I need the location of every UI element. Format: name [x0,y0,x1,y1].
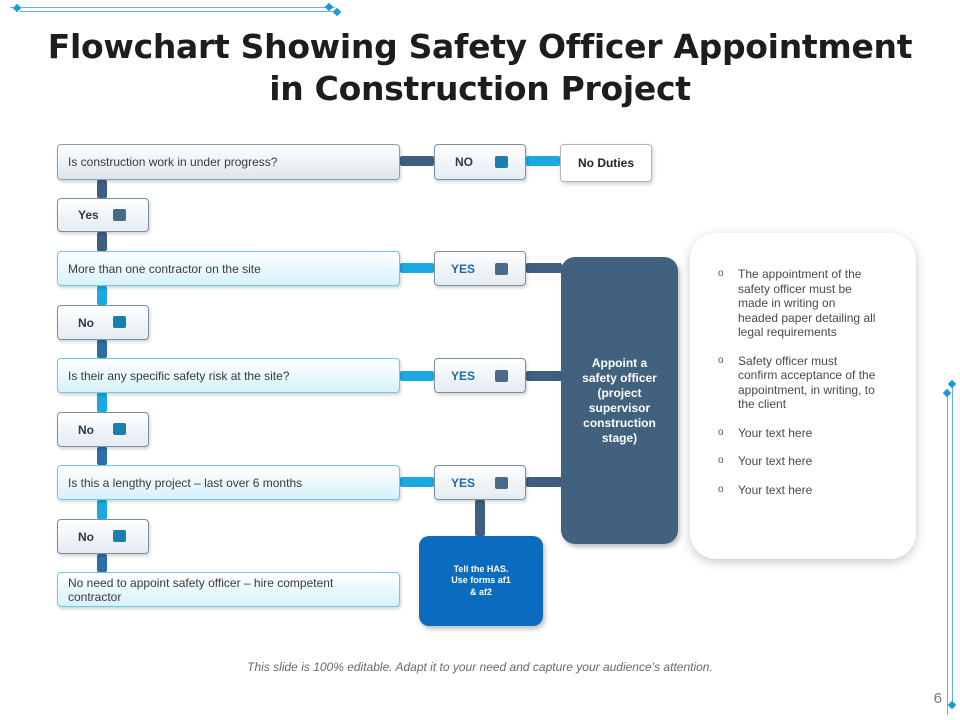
answer-label: No [78,529,94,544]
top-decoration-diamond-3 [333,8,341,16]
connector-q1-yes [97,180,107,198]
connector-yes-q2 [97,232,107,251]
answer-no-q1 [434,144,526,180]
answer-marker [495,263,508,275]
answer-marker [113,209,126,221]
footer-note: This slide is 100% editable. Adapt it to your need and capture your audience’s attention. [247,660,713,674]
outcome-no-safety-officer [57,572,400,607]
question-text: More than one contractor on the site [68,261,261,276]
connector-yes3-appoint [526,371,562,381]
answer-label: YES [451,261,476,276]
bullet-icon: o [718,455,724,466]
top-decoration-diamond-2 [325,3,333,11]
right-decoration-line-2 [952,384,953,704]
answer-marker [113,316,126,328]
connector-q2-no [97,286,107,305]
question-text: Is construction work in under progress? [68,155,278,169]
answer-marker [495,370,508,382]
answer-marker [495,156,508,168]
answer-marker [495,477,508,489]
title-line-2: in Construction Project [269,69,691,108]
question-text: Is their any specific safety risk at the site? [68,368,290,383]
answer-label: No [78,422,94,437]
title-line-1: Flowchart Showing Safety Officer Appointment [47,27,913,66]
notes-card [690,233,916,559]
no-duties-box [560,144,652,182]
answer-label: No [78,315,94,330]
top-decoration-line [10,7,335,8]
question-lengthy-project [57,465,400,500]
no-duties-label: No Duties [577,156,634,170]
note-item [718,426,878,441]
connector-yes4-tell [475,500,485,536]
notes-list [718,267,878,497]
bullet-icon: o [718,483,724,495]
answer-no-q4 [57,519,149,554]
connector-q4-no [97,500,107,519]
appoint-text: Appoint a safety officer (project supervisor construction stage) [582,355,657,445]
note-item [718,483,878,498]
connector-q3-yes [400,371,434,381]
answer-no-q2 [57,305,149,340]
answer-label: YES [451,475,476,490]
answer-label: Yes [78,208,99,222]
question-construction-in-progress [57,144,400,180]
answer-label: NO [455,155,473,169]
slide-title [0,26,960,110]
tell-text: Tell the HAS. Use forms af1 & af2 [451,563,511,597]
connector-no-noduties [526,156,560,166]
connector-yes2-appoint [526,263,562,273]
answer-yes-q4 [434,465,526,500]
bullet-icon: o [718,268,724,279]
answer-yes-q3 [434,358,526,393]
note-item [718,267,878,340]
connector-no-q3 [97,340,107,358]
answer-no-q3 [57,412,149,447]
tell-has-box [419,536,543,626]
note-text: Your text here [738,482,813,497]
page-number: 6 [933,690,942,707]
note-text: Your text here [738,425,813,440]
note-text: Your text here [738,454,813,468]
note-item [718,354,878,412]
bullet-icon: o [718,426,724,438]
connector-no-q4 [97,447,107,465]
connector-q1-no [400,156,434,166]
outcome-text: No need to appoint safety officer – hire competent contractor [68,575,334,604]
answer-marker [113,423,126,435]
note-text: Safety officer must confirm acceptance of the appointment, in writing, to the client [738,353,876,411]
right-decoration-diamond-2 [948,380,956,388]
answer-marker [113,530,126,542]
bullet-icon: o [718,354,724,366]
right-decoration-diamond [943,389,951,397]
answer-label: YES [451,368,476,383]
connector-q2-yes [400,263,434,273]
connector-yes4-appoint [526,477,562,487]
answer-yes-q2 [434,251,526,286]
question-specific-safety-risk [57,358,400,393]
connector-no-final [97,554,107,572]
note-text: The appointment of the safety officer must be made in writing on headed paper detailing all legal requirements [738,267,876,339]
appoint-safety-officer-box [561,257,678,544]
note-item [718,454,878,469]
right-decoration-diamond-3 [948,701,956,709]
connector-q3-no [97,393,107,412]
connector-q4-yes [400,477,434,487]
top-decoration-line-2 [20,11,338,12]
answer-yes-q1 [57,198,149,232]
question-text: Is this a lengthy project – last over 6 months [68,475,303,490]
question-multiple-contractors [57,251,400,286]
